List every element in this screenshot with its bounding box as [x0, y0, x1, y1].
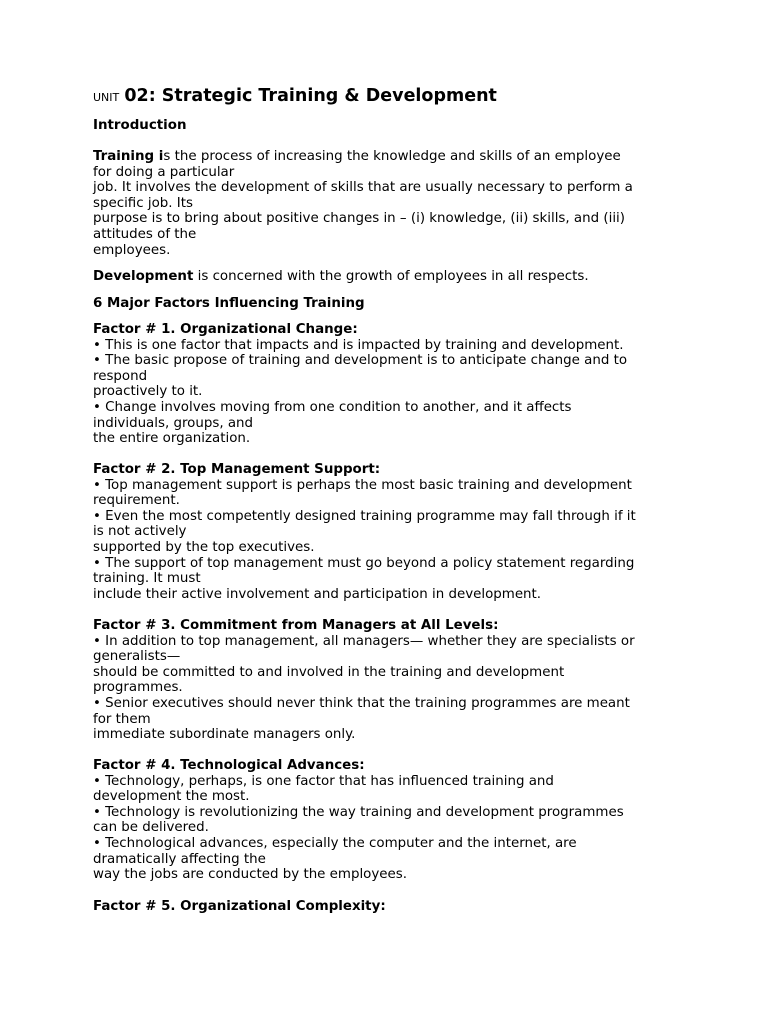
- factor-1-line: proactively to it.: [93, 384, 203, 400]
- factor-3-line: generalists—: [93, 649, 181, 665]
- introduction-heading: Introduction: [93, 118, 187, 133]
- factor-3-line: • In addition to top management, all managers— whether they are specialists or: [93, 633, 635, 649]
- factor-4-line: way the jobs are conducted by the employees.: [93, 867, 408, 883]
- factor-2-line: supported by the top executives.: [93, 539, 315, 555]
- factor-2-section: [93, 462, 693, 602]
- title-main: 02: Strategic Training & Development: [124, 86, 497, 106]
- factor-1-heading: Factor # 1. Organizational Change:: [93, 322, 358, 337]
- training-line-7: employees.: [93, 242, 171, 258]
- factor-2-heading: Factor # 2. Top Management Support:: [93, 462, 381, 477]
- factor-4-line: • Technology, perhaps, is one factor that has influenced training and: [93, 773, 554, 789]
- factor-3-line: immediate subordinate managers only.: [93, 727, 356, 743]
- factor-5-heading: Factor # 5. Organizational Complexity:: [93, 899, 386, 914]
- factor-4-section: [93, 758, 693, 883]
- factor-4-heading: Factor # 4. Technological Advances:: [93, 758, 365, 773]
- training-paragraph: [93, 149, 693, 258]
- factor-2-line: • The support of top management must go beyond a policy statement regarding: [93, 555, 635, 571]
- training-line-2: for doing a particular: [93, 164, 235, 180]
- factor-1-section: [93, 322, 693, 447]
- factor-2-line: requirement.: [93, 493, 180, 509]
- development-term: Development: [93, 269, 194, 284]
- training-line-6: attitudes of the: [93, 226, 197, 242]
- factor-4-line: can be delivered.: [93, 820, 209, 836]
- training-line-4: specific job. Its: [93, 195, 193, 211]
- factor-2-line: • Top management support is perhaps the most basic training and development: [93, 477, 632, 493]
- factor-3-section: [93, 618, 693, 743]
- factor-3-heading: Factor # 3. Commitment from Managers at All Levels:: [93, 618, 499, 633]
- training-line-1: Training is the process of increasing the knowledge and skills of an employee: [93, 149, 621, 164]
- factor-1-line: respond: [93, 368, 148, 384]
- factor-2-line: training. It must: [93, 571, 201, 587]
- page-title: [93, 86, 497, 106]
- factors-heading: 6 Major Factors Influencing Training: [93, 296, 365, 311]
- factor-3-line: programmes.: [93, 680, 183, 696]
- factor-1-line: • The basic propose of training and development is to anticipate change and to: [93, 353, 628, 369]
- factor-4-line: • Technological advances, especially the computer and the internet, are: [93, 835, 577, 851]
- training-line-5: purpose is to bring about positive changes in – (i) knowledge, (ii) skills, and (iii): [93, 211, 625, 227]
- factor-3-line: should be committed to and involved in the training and development: [93, 664, 565, 680]
- factor-3-line: • Senior executives should never think that the training programmes are meant: [93, 695, 630, 711]
- factor-2-line: • Even the most competently designed training programme may fall through if it: [93, 508, 636, 524]
- factor-2-line: is not actively: [93, 524, 187, 540]
- development-paragraph: [93, 269, 693, 285]
- training-line-3: job. It involves the development of skills that are usually necessary to perform a: [93, 180, 633, 196]
- factor-2-line: include their active involvement and participation in development.: [93, 586, 542, 602]
- factor-4-line: development the most.: [93, 789, 250, 805]
- factor-1-line: the entire organization.: [93, 431, 251, 447]
- development-text: is concerned with the growth of employees in all respects.: [193, 269, 589, 284]
- factor-4-line: dramatically affecting the: [93, 851, 266, 867]
- factor-1-line: individuals, groups, and: [93, 415, 254, 431]
- factor-1-line: • This is one factor that impacts and is impacted by training and development.: [93, 337, 624, 353]
- factor-3-line: for them: [93, 711, 151, 727]
- factor-4-line: • Technology is revolutionizing the way training and development programmes: [93, 804, 624, 820]
- factor-1-line: • Change involves moving from one condition to another, and it affects: [93, 399, 572, 415]
- training-term: Training i: [93, 149, 164, 164]
- title-unit-word: UNIT: [93, 91, 120, 104]
